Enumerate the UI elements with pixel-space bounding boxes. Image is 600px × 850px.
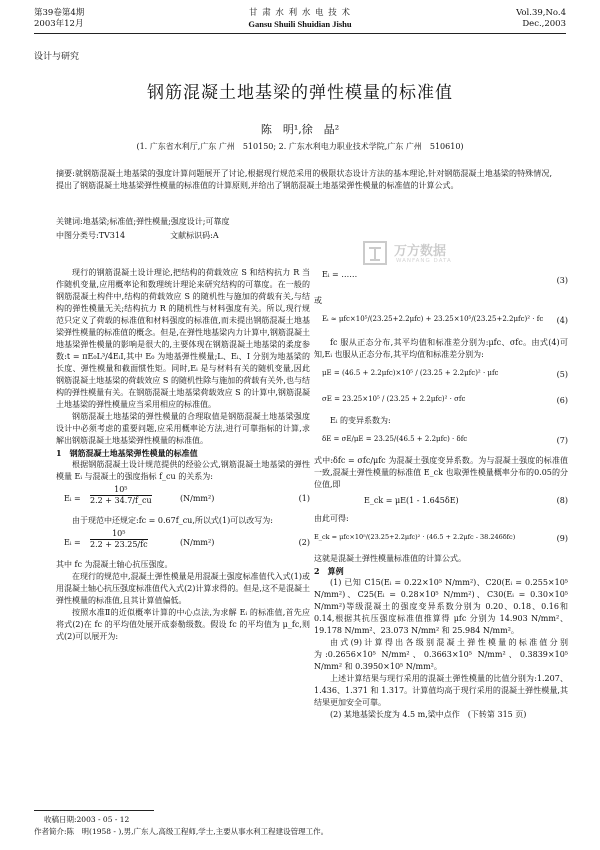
equation-9 [314, 527, 568, 551]
wanfang-logo-icon [362, 240, 388, 266]
paragraph: fc 服从正态分布,其平均值和标准差分别为:μfc、σfc。由式(4)可知,Eᵢ 也服从正态分布,其平均值和标准差分别为: [314, 338, 568, 359]
volume-issue: 第39卷第4期 [34, 8, 85, 18]
footnote [34, 814, 328, 838]
paragraph: 上述计算结果与现行采用的混凝土弹性模量的比值分别为:1.207、1.436、1.371 和 1.317。计算值均高于现行采用的混凝土弹性模量,其结果更加安全可靠。 [314, 674, 568, 707]
eq8-number: (8) [556, 496, 568, 505]
equation-1 [56, 485, 310, 513]
eq2-numerator: 10⁵ [90, 529, 148, 540]
journal-volume-en [516, 8, 566, 30]
paragraph: 由式(9)计算得出各级别混凝土弹性模量的标准值分别为:0.2656×10⁵ N/mm²、0.3663×10⁵ N/mm²、0.3839×10⁵ N/mm² 和 0.3950×10⁵ N/mm²。 [314, 638, 568, 671]
eq1-fraction [90, 485, 152, 506]
eq1-number: (1) [298, 494, 310, 503]
eq2-denominator: 2.2 + 23.25/fc [90, 540, 148, 549]
section-label: 设计与研究 [34, 52, 80, 62]
clc-number: 中图分类号:TV314 [56, 231, 126, 240]
eq2-lhs: Eᵢ = [64, 538, 81, 547]
eq1-denominator: 2.2 + 34.7/f_cu [90, 496, 152, 505]
paragraph: 这就是混凝土弹性模量标准值的计算公式。 [314, 554, 466, 563]
paragraph: (2) 某地基梁长度为 4.5 m,梁中点作 (下转第 315 页) [330, 710, 527, 719]
eq3-number: (3) [556, 276, 568, 285]
equation-8 [314, 493, 568, 511]
eq2-number: (2) [298, 538, 310, 547]
eq7-text: δE = σE/μE = 23.25/(46.5 + 2.2μfc) · δfc [322, 435, 468, 443]
keywords: 关键词:地基梁;标准值;弹性模量;强度设计;可靠度 [56, 217, 230, 226]
affiliations: (1. 广东省水利厅,广东 广州 510150; 2. 广东水利电力职业技术学院,广东 广州 510610) [136, 142, 464, 151]
equation-6 [314, 389, 568, 413]
watermark-subtext: WANFANG DATA [396, 258, 452, 264]
header-rule [34, 33, 566, 34]
document-code: 文献标识码:A [170, 231, 219, 240]
footnote-rule [34, 810, 154, 811]
author-bio: 作者简介:陈 明(1958 - ),男,广东人,高级工程师,学士,主要从事水利工程建设管理工作。 [34, 827, 329, 836]
paragraph: 现行的钢筋混凝土设计理论,把结构的荷载效应 S 和结构抗力 R 当作随机变量,应用概率论和数理统计理论来研究结构的可靠度。在一般的钢筋混凝土构件中,结构的荷载效应 S 的随机性与施加的荷载有关,与结构的弹性模量无关;结构抗力 R 的随机性与材料强度有关。所以,现行规范只定义了荷载的标准值和材料强度的标准值,而未提出钢筋混凝土地基梁弹性模量的标准值的概念。但是,在弹性地基梁内力计算中,钢筋混凝土地基梁弹性模量的影响是很大的,主要体现在钢筋混凝土地基梁的柔度参数:t = πE₀L³/4EᵢI,其中 E₀ 为地基弹性模量;L、Eᵢ、I 分别为地基梁的长度、弹性模量和截面惯性矩。同时,Eᵢ 是与材料有关的随机变量,因此钢筋混凝土地基梁的荷载效应 S 的随机性除与施加的荷载有关外,也与结构的弹性模量有关。在钢筋混凝土地基梁荷载效应 S 的计算中,钢筋混凝土地基梁的弹性模量应当采用相应的标准值。 [56, 268, 310, 409]
eq4-text: Eᵢ ≈ μfc×10⁵/(23.25+2.2μfc) + 23.25×10⁵/(23.25+2.2μfc)² · fc [322, 315, 544, 323]
paragraph: 在现行的规范中,混凝土弹性模量是用混凝土强度标准值代入式(1)或用混凝土轴心抗压强度标准值代入式(2)计算求得的。但是,这不是混凝土弹性模量的标准值,且其计算值偏低。 [56, 572, 310, 605]
journal-name [200, 8, 400, 30]
eq4-number: (4) [556, 316, 568, 325]
paragraph: 钢筋混凝土地基梁的弹性模量的合理取值是钢筋混凝土地基梁强度设计中必须考虑的重要问题,应采用概率论方法,进行可靠指标的计算,求解出钢筋混凝土地基梁弹性模量的标准值。 [56, 412, 310, 445]
journal-name-cn: 甘 肃 水 利 水 电 技 术 [249, 8, 351, 18]
or-connector: 或 [314, 296, 322, 305]
eq9-text: E_ck = μfc×10⁵/(23.25+2.2μfc)² · (46.5 + 2.2μfc - 38.246δfc) [314, 533, 516, 541]
paragraph: (1) 已知 C15(Eᵢ = 0.22×10⁵ N/mm²)、C20(Eᵢ = 0.255×10⁵ N/mm²)、C25(Eᵢ = 0.28×10⁵ N/mm²)、C30(Eᵢ = 0.30×10⁵ N/mm²)等级混凝土的强度变异系数分别为 0.20、0.18、0.16和 0.14,根据其抗压强度标准值推算得 μfc 分别为 14.903 N/mm²、19.178 N/mm²、23.073 N/mm² 和 25.984 N/mm²。 [314, 578, 568, 635]
watermark-logo [362, 238, 512, 270]
equation-3 [314, 269, 568, 293]
volume-en: Vol.39,No.4 [516, 8, 566, 18]
eq1-lhs: Eᵢ = [64, 494, 81, 503]
paragraph: 根据钢筋混凝土设计规范提供的经验公式,钢筋混凝土地基梁的弹性模量 Eᵢ 与混凝土的强度指标 f_cu 的关系为: [56, 460, 310, 481]
eq5-text: μE = (46.5 + 2.2μfc)×10⁵ / (23.25 + 2.2μfc)² · μfc [322, 369, 499, 377]
section-heading-1: 1 钢筋混凝土地基梁弹性模量的标准值 [56, 448, 198, 458]
equation-4 [314, 309, 568, 335]
authors: 陈 明¹,徐 晶² [260, 123, 340, 136]
paragraph: 由此可得: [314, 514, 349, 523]
eq9-number: (9) [556, 534, 568, 543]
eq1-numerator: 10⁵ [90, 485, 152, 496]
received-date: 收稿日期:2003 - 05 - 12 [44, 815, 130, 824]
eq5-number: (5) [556, 370, 568, 379]
paragraph: 由于现范中还规定:fc = 0.67f_cu,所以式(1)可以改写为: [72, 516, 273, 525]
eq6-text: σE = 23.25×10⁵ / (23.25 + 2.2μfc)² · σfc [322, 395, 466, 403]
paper-title: 钢筋混凝土地基梁的弹性模量的标准值 [147, 83, 453, 103]
paragraph: 按照水准Ⅱ的近似概率计算的中心点法,为求解 Eᵢ 的标准值,首先应将式(2)在 fc 的平均值处展开成泰勒级数。假设 fc 的平均值为 μ_fc,则式(2)可以展开为: [56, 608, 310, 641]
eq7-number: (7) [556, 436, 568, 445]
journal-name-en: Gansu Shuili Shuidian Jishu [248, 19, 352, 29]
date-en: Dec.,2003 [522, 19, 566, 29]
paragraph: 式中:δfc = σfc/μfc 为混凝土强度变异系数。为与混凝土强度的标准值一致,混凝土弹性模量的标准值 E_ck 也取弹性模量概率分布的0.05的分位值,即 [314, 456, 568, 489]
section-heading-2: 2 算例 [314, 566, 344, 576]
journal-volume-info [34, 8, 84, 30]
eq8-text: E_ck = μE(1 - 1.645δE) [364, 496, 459, 505]
equation-2 [56, 529, 310, 557]
publication-date: 2003年12月 [34, 19, 84, 29]
abstract: 摘要:就钢筋混凝土地基梁的强度计算问题展开了讨论,根据现行规范采用的极限状态设计方法的基本理论,针对钢筋混凝土地基梁的特殊情况,提出了钢筋混凝土地基梁弹性模量的标准值的计算原则,并给出了钢筋混凝土地基梁弹性模量的标准值的计算公式。 [56, 169, 552, 190]
paragraph: 其中 fc 为混凝土轴心抗压强度。 [56, 560, 173, 569]
eq2-fraction [90, 529, 148, 550]
eq3-text: Eᵢ = …… [322, 270, 358, 279]
equation-7 [314, 429, 568, 453]
eq2-unit: (N/mm²) [180, 538, 215, 547]
right-column [314, 267, 568, 721]
left-column [56, 267, 310, 643]
equation-5 [314, 363, 568, 387]
paragraph: Eᵢ 的变异系数为: [330, 416, 391, 425]
eq1-unit: (N/mm²) [180, 494, 215, 503]
eq6-number: (6) [556, 396, 568, 405]
watermark-text: 万方数据 [394, 244, 447, 259]
